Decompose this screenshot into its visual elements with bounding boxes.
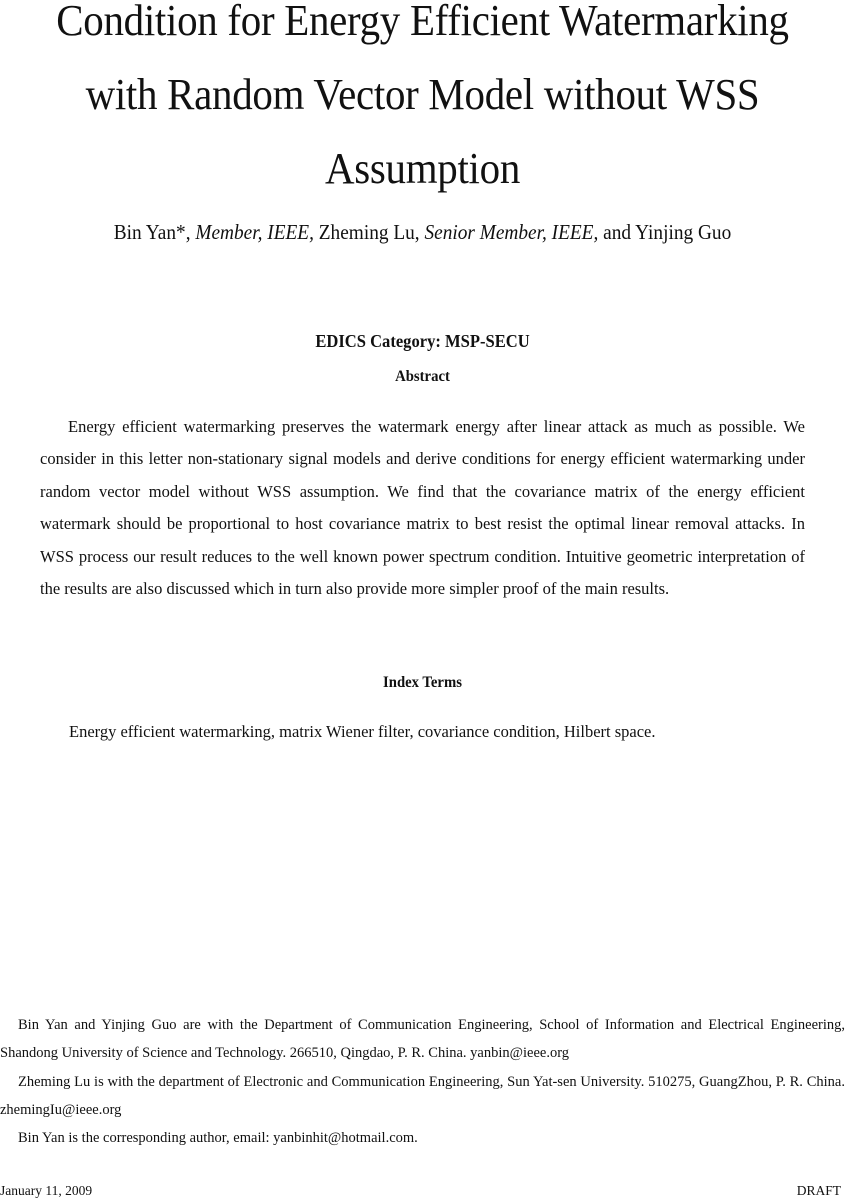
- footnote-corresponding-author: Bin Yan is the corresponding author, email: yanbinhit@hotmail.com.: [18, 1130, 418, 1147]
- footer-draft-label: DRAFT: [796, 1183, 841, 1198]
- title-line-2: with Random Vector Model without WSS: [85, 70, 760, 119]
- author-1-name: Bin Yan*: [113, 220, 186, 244]
- author-3-name: Yinjing Guo: [635, 220, 732, 244]
- footnote-affiliation-yan-guo: Bin Yan and Yinjing Guo are with the Department of Communication Engineering, School of Information and Electrical Engineering, Shandong University of Science and Technology. 266510, Qingdao, P. R. China. yanbin@ieee.org: [0, 1017, 845, 1062]
- author-footnotes: [0, 1011, 845, 1152]
- title-line-1: Condition for Energy Efficient Watermarking: [56, 0, 789, 45]
- author-2-name: Zheming Lu: [318, 220, 415, 244]
- author-1-title: Member, IEEE,: [195, 220, 314, 244]
- index-terms-heading: Index Terms: [383, 674, 462, 691]
- edics-category: EDICS Category: MSP-SECU: [315, 331, 530, 351]
- author-list: Bin Yan*, Member, IEEE, Zheming Lu, Senior Member, IEEE, and Yinjing Guo: [113, 220, 732, 244]
- abstract-text: Energy efficient watermarking preserves the watermark energy after linear attack as much as possible. We consider in this letter non-stationary signal models and derive conditions for energy efficient watermarking under random vector model without WSS assumption. We find that the covariance matrix of the energy efficient watermark should be proportional to host covariance matrix to best resist the optimal linear removal attacks. In WSS process our result reduces to the well known power spectrum condition. Intuitive geometric interpretation of the results are also discussed which in turn also provide more simpler proof of the main results.: [40, 417, 805, 599]
- title-line-3: Assumption: [324, 144, 521, 193]
- abstract-heading: Abstract: [395, 368, 450, 385]
- footer-date: January 11, 2009: [0, 1183, 93, 1198]
- footnote-affiliation-lu: Zheming Lu is with the department of Electronic and Communication Engineering, Sun Yat-sen University. 510275, GuangZhou, P. R. China. zhemingIu@ieee.org: [0, 1073, 845, 1118]
- author-3-prefix: and: [603, 220, 632, 244]
- index-terms-text: Energy efficient watermarking, matrix Wiener filter, covariance condition, Hilbert space.: [69, 722, 656, 741]
- page-footer: [0, 1181, 845, 1201]
- author-2-title: Senior Member, IEEE,: [424, 220, 599, 244]
